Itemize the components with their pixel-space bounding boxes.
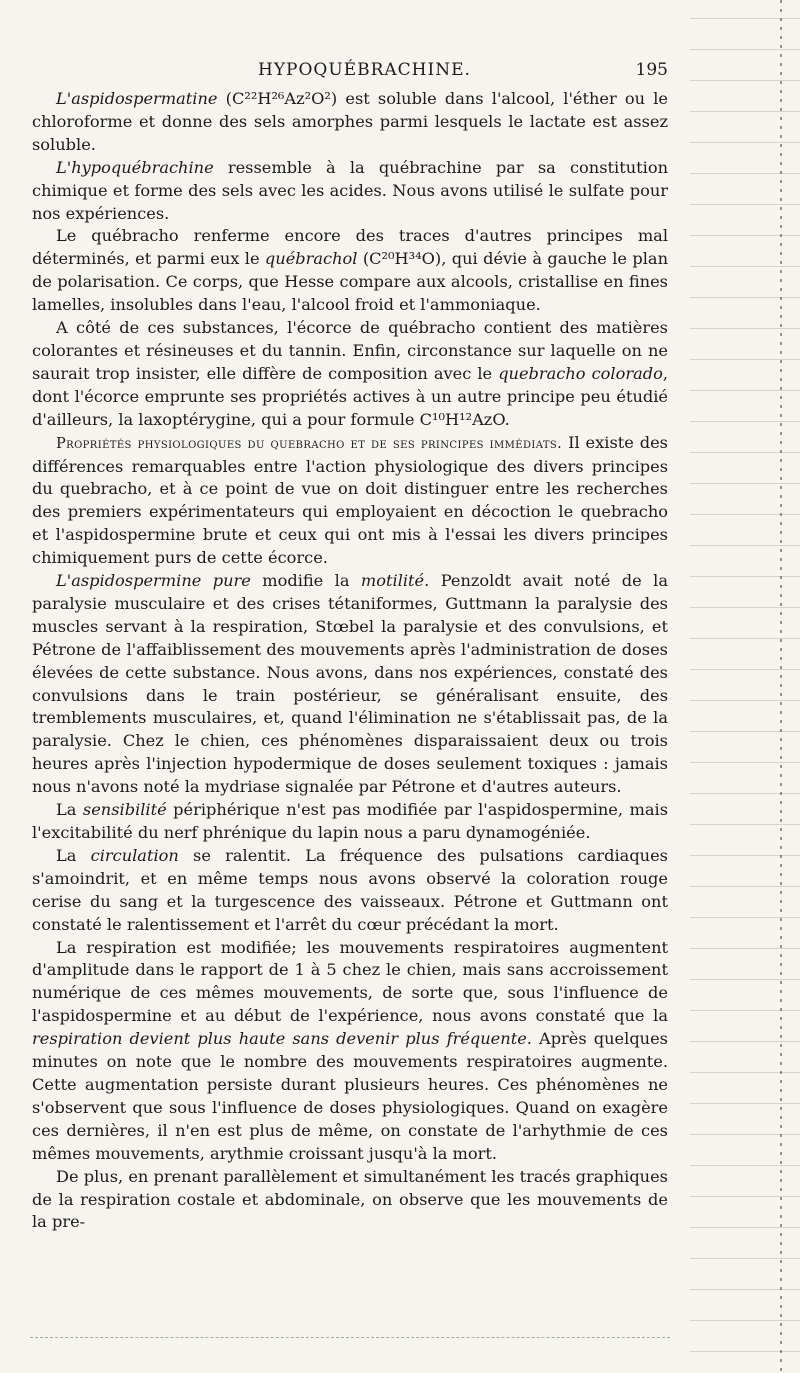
page-number: 195 (635, 60, 668, 80)
paragraph-quebrachol: Le québracho renferme encore des traces d'autres principes mal déterminés, et parmi eux le québrachol (C²⁰H³⁴O), qui dévie à gauche le plan de polarisation. Ce corps, que Hesse compare aux alcools, cristallise en fines lamelles, insolubles dans l'eau, l'alcool froid et l'ammoniaque. (32, 226, 668, 315)
paragraph-aspidospermatine: L'aspidospermatine (C²²H²⁶Az²O²) est soluble dans l'alcool, l'éther ou le chloroforme et donne des sels amorphes parmi lesquels le lactate est assez soluble. (32, 89, 668, 154)
scanned-margin-noise (690, 0, 800, 1373)
paragraph-respiration: La respiration est modifiée; les mouvements respiratoires augmentent d'amplitude dans le rapport de 1 à 5 chez le chien, mais sans accroissement numérique de ces mêmes mouvements, de sorte que, sous l'influence de l'aspidospermine et au début de l'expérience, nous avons constaté que la respiration devient plus haute sans devenir plus fréquente. Après quelques minutes on note que le nombre des mouvements respiratoires augmente. Cette augmentation persiste durant plusieurs heures. Ces phénomènes ne s'observent que sous l'influence de doses physiologiques. Quand on exagère ces dernières, il n'en est plus de même, on constate de l'arhythmie de ces mêmes mouvements, arythmie croissant jusqu'à la mort. (32, 937, 668, 1163)
section-heading: Propriétés physiologiques du quebracho et de ses principes immédiats. (56, 435, 563, 452)
paragraph-ecorce: A côté de ces substances, l'écorce de québracho contient des matières colorantes et résineuses et du tannin. Enfin, circonstance sur laquelle on ne saurait trop insister, elle diffère de composition avec le quebracho colorado, dont l'écorce emprunte ses propriétés actives à un autre principe peu étudié d'ailleurs, la laxoptérygine, qui a pour formule C¹⁰H¹²AzO. (32, 318, 668, 429)
paragraph-hypoquebrachine: L'hypoquébrachine ressemble à la québrachine par sa constitution chimique et forme des sels avec les acides. Nous avons utilisé le sulfate pour nos expériences. (32, 157, 668, 223)
page-header (32, 58, 668, 84)
running-title: HYPOQUÉBRACHINE. (258, 60, 471, 80)
paragraph-traces: De plus, en prenant parallèlement et simultanément les tracés graphiques de la respiration costale et abdominale, on observe que les mouvements de la pre- (32, 1166, 668, 1232)
paragraph-motilite: L'aspidospermine pure modifie la motilité. Penzoldt avait noté de la paralysie musculaire et des crises tétaniformes, Guttmann la paralysie des muscles servant à la respiration, Stœbel la paralysie et des convulsions, et Pétrone de l'affaiblissement des mouvements après l'administration de doses élevées de cette substance. Nous avons, dans nos expériences, constaté des convulsions dans le train postérieur, se généralisant ensuite, des tremblements musculaires, et, quand l'élimination ne s'établissait pas, de la paralysie. Chez le chien, ces phénomènes disparaissaient deux ou trois heures après l'injection hypodermique de doses seulement toxiques : jamais nous n'avons noté la mydriase signalée par Pétrone et d'autres auteurs. (32, 571, 668, 797)
paragraph-circulation: La circulation se ralentit. La fréquence des pulsations cardiaques s'amoindrit, et en même temps nous avons observé la coloration rouge cerise du sang et la turgescence des vaisseaux. Pétrone et Guttmann ont constaté le ralentissement et l'arrêt du cœur précédant la mort. (32, 845, 668, 934)
footer-rule (30, 1337, 670, 1338)
body-text (32, 88, 668, 1234)
paragraph-proprietes: Propriétés physiologiques du quebracho et de ses principes immédiats. Il existe des différences remarquables entre l'action physiologique des divers principes du quebracho, et à ce point de vue on doit distinguer entre les recherches des premiers expérimentateurs qui employaient en décoction le quebracho et l'aspidospermine brute et ceux qui ont mis à l'essai les divers principes chimiquement purs de cette écorce. (32, 432, 668, 568)
paragraph-sensibilite: La sensibilité périphérique n'est pas modifiée par l'aspidospermine, mais l'excitabilité du nerf phrénique du lapin nous a paru dynamogéniée. (32, 800, 668, 842)
